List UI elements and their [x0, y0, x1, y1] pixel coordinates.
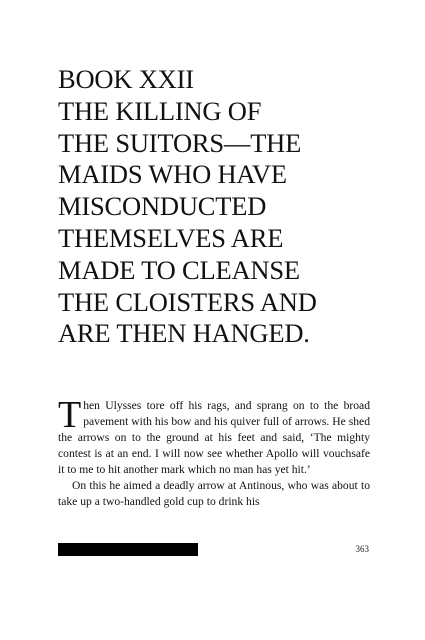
redaction-bar	[58, 543, 198, 556]
body-text	[58, 394, 370, 510]
heading-line-9: ARE THEN HANGED.	[58, 318, 310, 349]
heading-line-2: THE KILLING OF	[58, 95, 262, 126]
heading-line-7: MADE TO CLEANSE	[58, 254, 300, 285]
paragraph-second: On this he aimed a deadly arrow at Antinous, who was about to take up a two-handled gold cup to drink his	[58, 479, 370, 508]
paragraph-opening	[58, 394, 370, 478]
chapter-heading	[58, 64, 378, 350]
heading-line-4: MAIDS WHO HAVE	[58, 159, 287, 190]
heading-line-6: THEMSELVES ARE	[58, 222, 284, 253]
heading-line-5: MISCONDUCTED	[58, 191, 267, 222]
paragraph-opening-text: hen Ulysses tore off his rags, and sprang on to the broad pavement with his bow and his quiver full of arrows. He shed the arrows on to the ground at his feet and said, ‘The mighty contest is at an end. I will now see whether Apollo will vouchsafe it to me to hit another mark which no man has yet hit.’	[58, 399, 370, 476]
heading-line-3: THE SUITORS—THE	[58, 127, 302, 158]
drop-cap: T	[58, 394, 82, 436]
heading-line-book: BOOK XXII	[58, 64, 194, 94]
page-number: 363	[355, 544, 369, 554]
heading-line-8: THE CLOISTERS AND	[58, 286, 317, 317]
